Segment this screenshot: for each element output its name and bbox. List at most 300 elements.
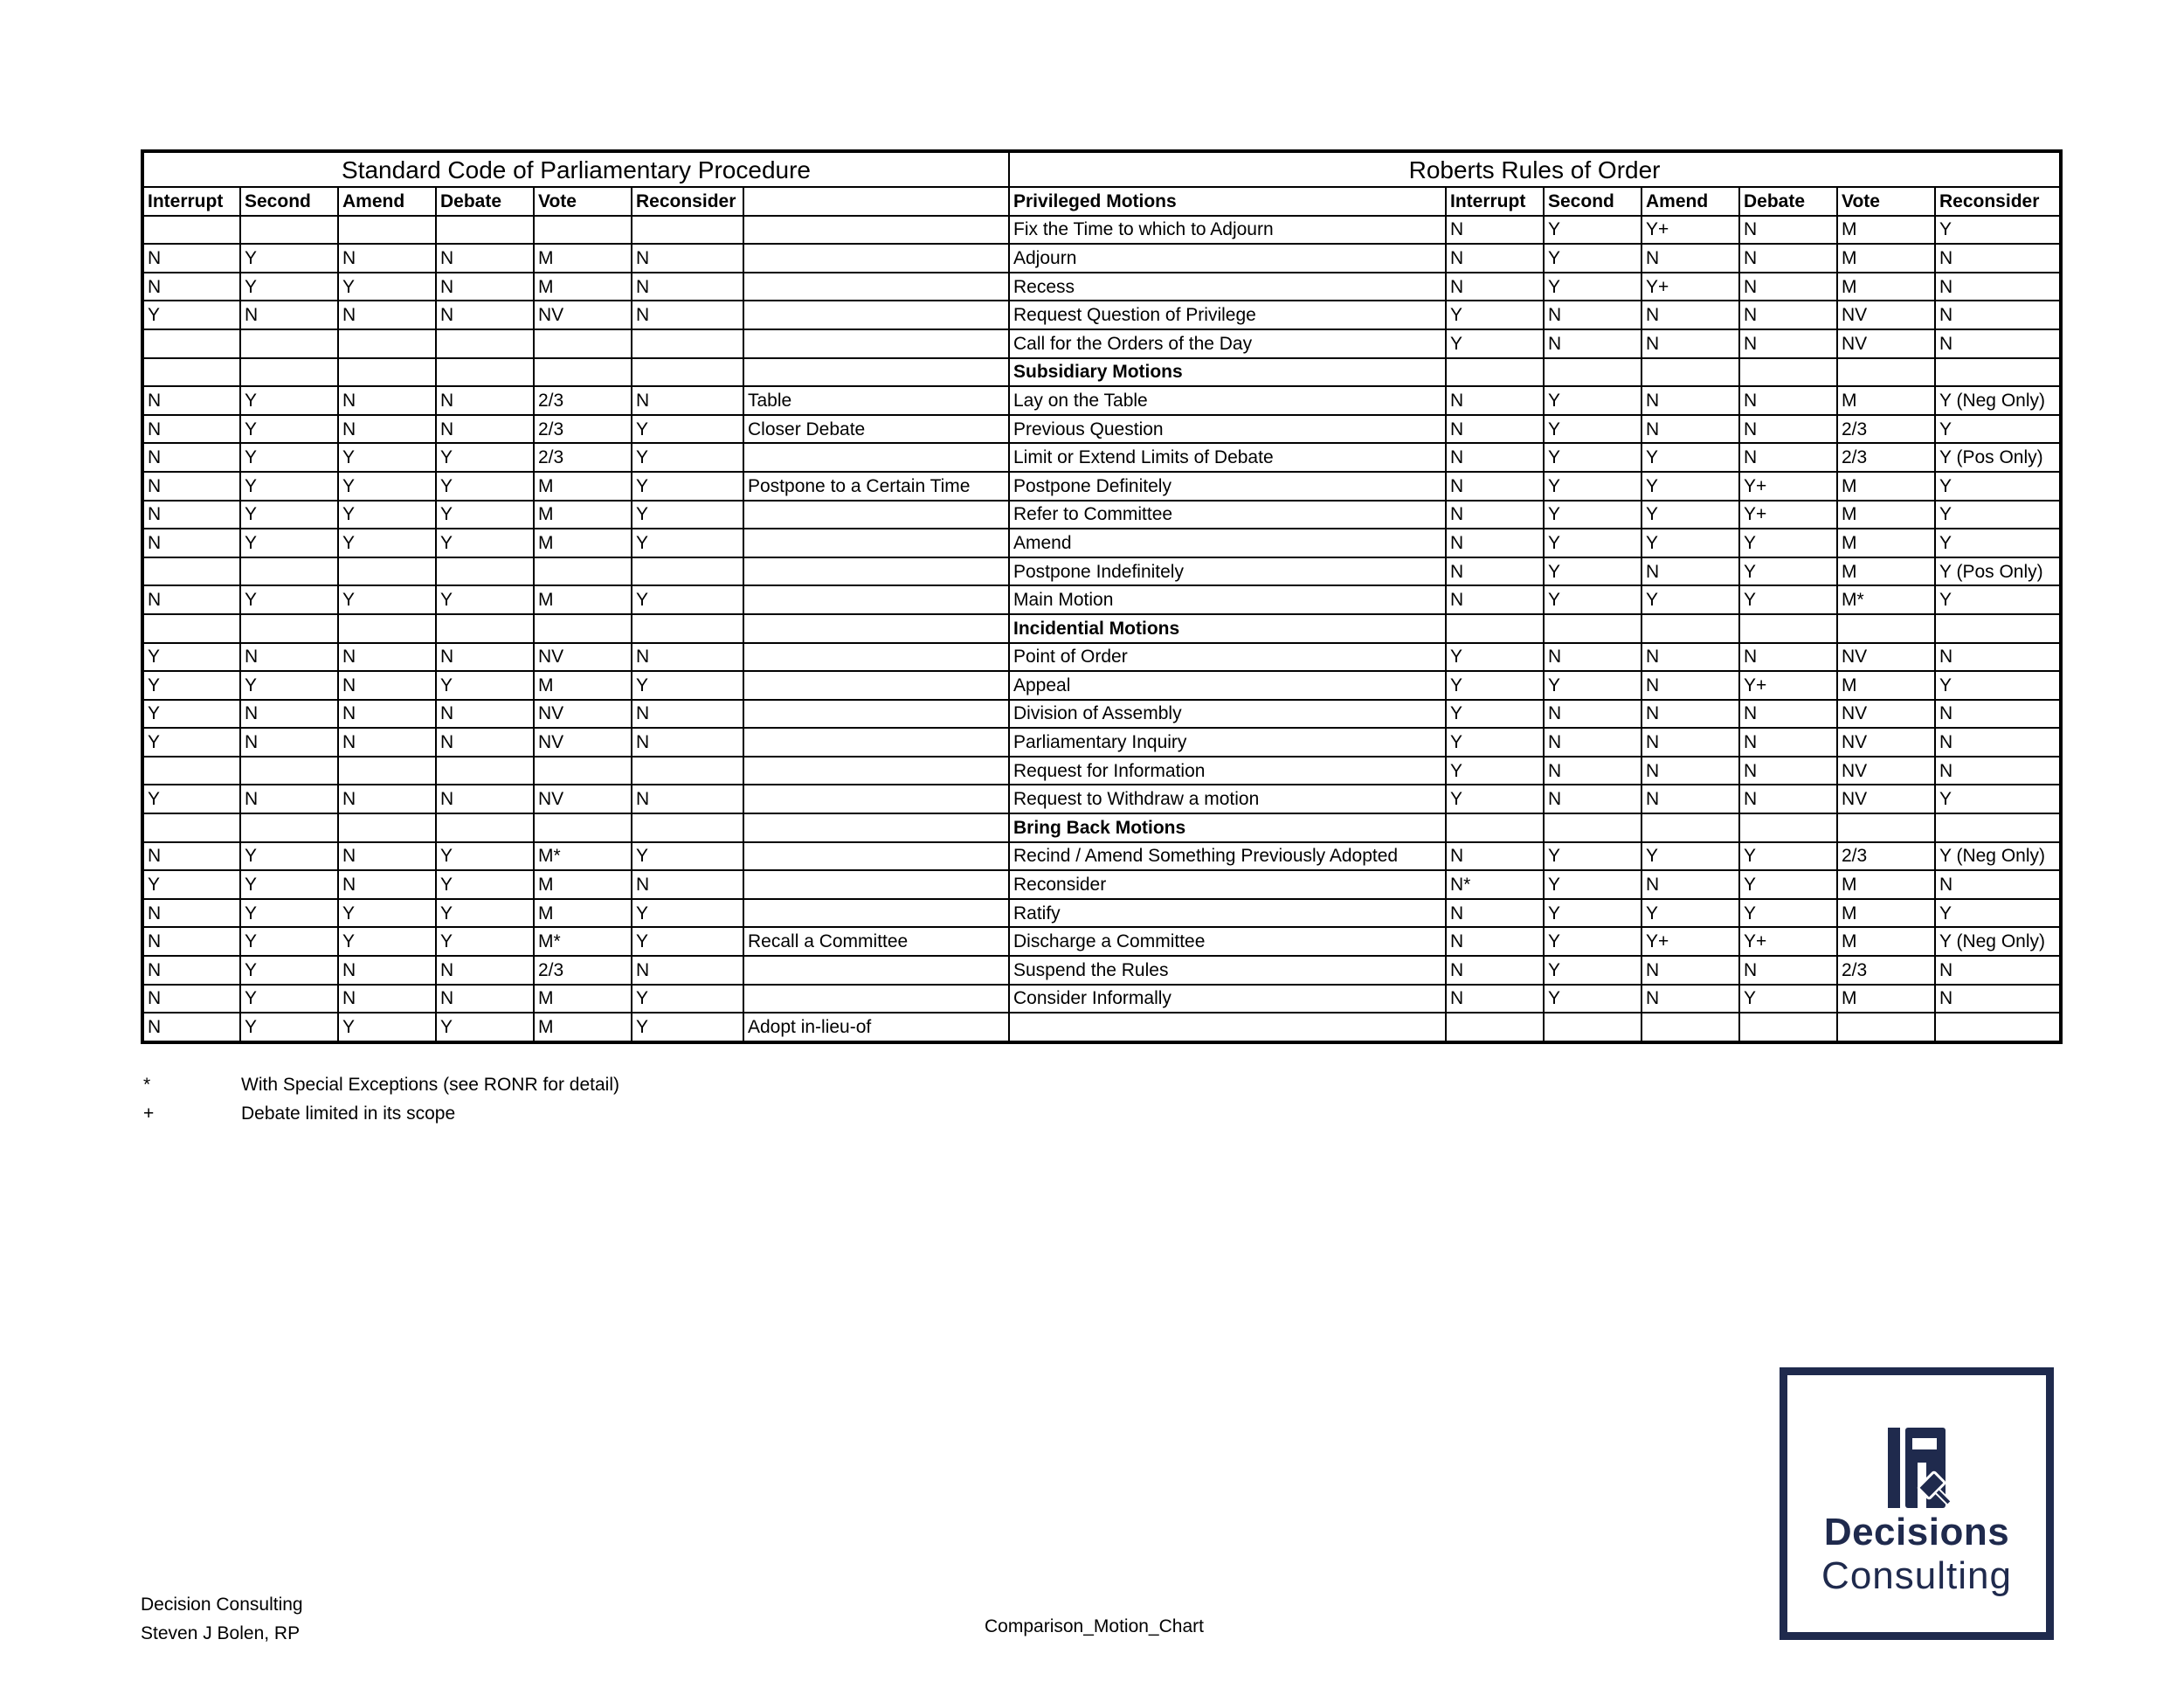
empty-cell (1935, 358, 2061, 387)
roberts-rules-cell: N (1446, 557, 1544, 586)
standard-code-equivalent (743, 585, 1009, 614)
standard-code-cell: N (632, 700, 743, 729)
empty-cell (1446, 358, 1544, 387)
standard-code-cell: Y (632, 671, 743, 700)
roberts-rules-cell: Y (1641, 472, 1739, 501)
roberts-rules-cell: N (1446, 585, 1544, 614)
roberts-rules-cell: Y (1544, 501, 1641, 529)
standard-code-cell: N (142, 1013, 240, 1042)
standard-code-cell (436, 557, 534, 586)
roberts-rules-cell: Y (1544, 386, 1641, 415)
roberts-rules-cell: 2/3 (1837, 443, 1935, 472)
standard-code-cell (534, 329, 632, 358)
standard-code-cell: Y (632, 899, 743, 928)
roberts-rules-cell: N (1446, 415, 1544, 444)
standard-code-cell: Y (436, 529, 534, 557)
roberts-rules-cell: N (1641, 386, 1739, 415)
standard-code-cell: N (142, 443, 240, 472)
standard-code-cell: Y (338, 501, 436, 529)
standard-code-cell: N (142, 529, 240, 557)
standard-code-cell: NV (534, 785, 632, 813)
standard-code-cell: M (534, 585, 632, 614)
roberts-rules-cell: N (1739, 956, 1837, 985)
motion-name: Suspend the Rules (1009, 956, 1446, 985)
standard-code-cell: N (338, 700, 436, 729)
standard-code-cell: NV (534, 643, 632, 672)
table-row (142, 329, 2061, 358)
standard-code-cell: Y (240, 842, 338, 871)
roberts-rules-cell: N (1641, 557, 1739, 586)
standard-code-cell: M (534, 870, 632, 899)
footnote (143, 1070, 619, 1099)
roberts-rules-cell: N (1544, 728, 1641, 757)
standard-code-cell: N (436, 386, 534, 415)
roberts-rules-cell: N (1935, 643, 2061, 672)
standard-code-cell (240, 757, 338, 785)
standard-code-cell: Y (632, 985, 743, 1013)
standard-code-cell: N (142, 501, 240, 529)
standard-code-cell: M (534, 472, 632, 501)
standard-code-cell (436, 329, 534, 358)
standard-code-cell: Y (338, 443, 436, 472)
standard-code-cell: M (534, 273, 632, 301)
standard-code-equivalent (743, 728, 1009, 757)
roberts-rules-cell: N (1446, 899, 1544, 928)
standard-code-cell: NV (534, 728, 632, 757)
left-header-second: Second (240, 187, 338, 216)
empty-cell (1446, 813, 1544, 842)
roberts-rules-cell: NV (1837, 301, 1935, 329)
standard-code-cell: Y (240, 415, 338, 444)
roberts-rules-cell: Y (1544, 415, 1641, 444)
standard-code-cell (436, 757, 534, 785)
roberts-rules-cell: Y (1446, 643, 1544, 672)
standard-code-cell: Y (436, 927, 534, 956)
roberts-rules-cell: Y (1739, 585, 1837, 614)
standard-code-cell: Y (240, 472, 338, 501)
table-row (142, 842, 2061, 871)
standard-code-equivalent (743, 899, 1009, 928)
book-gavel-icon (1888, 1428, 1951, 1508)
standard-code-cell: Y (436, 472, 534, 501)
standard-code-cell: M* (534, 842, 632, 871)
table-row (142, 643, 2061, 672)
standard-code-cell: Y (632, 842, 743, 871)
standard-code-equivalent (743, 870, 1009, 899)
table-row (142, 501, 2061, 529)
table-body (142, 216, 2061, 1042)
standard-code-cell: Y (142, 671, 240, 700)
standard-code-cell: Y (632, 443, 743, 472)
roberts-rules-cell: M (1837, 529, 1935, 557)
table-row (142, 870, 2061, 899)
standard-code-cell: M (534, 501, 632, 529)
table-row (142, 273, 2061, 301)
roberts-rules-cell: Y (Pos Only) (1935, 557, 2061, 586)
empty-cell (142, 614, 240, 643)
standard-code-cell: N (632, 728, 743, 757)
footnote-text: Debate limited in its scope (241, 1103, 456, 1124)
standard-code-equivalent (743, 842, 1009, 871)
roberts-rules-cell: N (1544, 301, 1641, 329)
motion-name: Parliamentary Inquiry (1009, 728, 1446, 757)
empty-cell (1641, 614, 1739, 643)
roberts-rules-cell: M (1837, 472, 1935, 501)
standard-code-cell: N (436, 956, 534, 985)
standard-code-cell: N (338, 244, 436, 273)
standard-code-cell: N (142, 985, 240, 1013)
roberts-rules-cell: N (1544, 757, 1641, 785)
roberts-rules-cell: N (1935, 301, 2061, 329)
standard-code-cell: Y (240, 273, 338, 301)
table-row (142, 956, 2061, 985)
roberts-rules-cell: 2/3 (1837, 842, 1935, 871)
roberts-rules-cell: Y+ (1739, 472, 1837, 501)
roberts-rules-cell: N (1446, 842, 1544, 871)
roberts-rules-cell: Y+ (1739, 671, 1837, 700)
motion-name: Call for the Orders of the Day (1009, 329, 1446, 358)
roberts-rules-cell: M (1837, 386, 1935, 415)
standard-code-cell: Y (240, 927, 338, 956)
roberts-rules-cell: Y (1446, 757, 1544, 785)
standard-code-cell: N (632, 870, 743, 899)
roberts-rules-cell (1446, 1013, 1544, 1042)
footnotes (143, 1070, 619, 1128)
roberts-rules-cell: N (1935, 273, 2061, 301)
roberts-rules-cell: M (1837, 216, 1935, 245)
standard-code-cell: N (632, 301, 743, 329)
section-row (142, 813, 2061, 842)
roberts-rules-cell: Y+ (1739, 501, 1837, 529)
empty-cell (743, 813, 1009, 842)
roberts-rules-cell: NV (1837, 700, 1935, 729)
motion-name: Request Question of Privilege (1009, 301, 1446, 329)
roberts-rules-cell: Y (1446, 785, 1544, 813)
roberts-rules-cell: 2/3 (1837, 956, 1935, 985)
roberts-rules-cell: Y (1641, 529, 1739, 557)
roberts-rules-cell: N (1739, 329, 1837, 358)
standard-code-cell: Y (142, 728, 240, 757)
standard-code-equivalent: Postpone to a Certain Time (743, 472, 1009, 501)
standard-code-cell: Y (240, 671, 338, 700)
roberts-rules-cell: N (1935, 329, 2061, 358)
standard-code-cell: Y (338, 529, 436, 557)
standard-code-cell: N (338, 785, 436, 813)
standard-code-title: Standard Code of Parliamentary Procedure (142, 151, 1009, 187)
empty-cell (1935, 813, 2061, 842)
roberts-rules-cell: M (1837, 501, 1935, 529)
roberts-rules-cell: Y+ (1641, 273, 1739, 301)
table-row (142, 443, 2061, 472)
roberts-rules-cell: N (1641, 985, 1739, 1013)
roberts-rules-cell: Y (1935, 529, 2061, 557)
motion-name: Ratify (1009, 899, 1446, 928)
roberts-rules-cell (1837, 1013, 1935, 1042)
standard-code-cell (338, 329, 436, 358)
standard-code-cell: N (240, 700, 338, 729)
roberts-rules-cell: Y (1935, 415, 2061, 444)
standard-code-cell: N (240, 301, 338, 329)
roberts-rules-cell: Y (1544, 985, 1641, 1013)
empty-cell (1837, 358, 1935, 387)
roberts-rules-cell: Y (1544, 244, 1641, 273)
left-header-equivalent (743, 187, 1009, 216)
roberts-rules-cell: Y (1544, 842, 1641, 871)
roberts-rules-cell: M (1837, 557, 1935, 586)
roberts-rules-cell: Y (1935, 899, 2061, 928)
roberts-rules-cell: Y (1544, 870, 1641, 899)
empty-cell (240, 358, 338, 387)
motion-name: Point of Order (1009, 643, 1446, 672)
standard-code-cell: N (632, 956, 743, 985)
empty-cell (743, 614, 1009, 643)
empty-cell (1544, 358, 1641, 387)
standard-code-equivalent: Closer Debate (743, 415, 1009, 444)
empty-cell (142, 813, 240, 842)
roberts-rules-cell: N (1544, 785, 1641, 813)
standard-code-cell: N (338, 728, 436, 757)
roberts-rules-cell: NV (1837, 785, 1935, 813)
motion-name: Consider Informally (1009, 985, 1446, 1013)
roberts-rules-cell: M (1837, 870, 1935, 899)
roberts-rules-cell: Y (1446, 671, 1544, 700)
roberts-rules-cell: N (1446, 985, 1544, 1013)
table-row (142, 985, 2061, 1013)
empty-cell (1544, 813, 1641, 842)
standard-code-cell (142, 757, 240, 785)
standard-code-equivalent: Adopt in-lieu-of (743, 1013, 1009, 1042)
standard-code-cell (142, 329, 240, 358)
roberts-rules-cell: M* (1837, 585, 1935, 614)
roberts-rules-cell: Y (Neg Only) (1935, 927, 2061, 956)
roberts-rules-cell: M (1837, 671, 1935, 700)
right-header-interrupt: Interrupt (1446, 187, 1544, 216)
standard-code-equivalent (743, 785, 1009, 813)
standard-code-equivalent (743, 529, 1009, 557)
standard-code-equivalent (743, 244, 1009, 273)
roberts-rules-cell: NV (1837, 757, 1935, 785)
standard-code-cell: Y (240, 985, 338, 1013)
roberts-rules-cell: N (1739, 301, 1837, 329)
table-row (142, 216, 2061, 245)
standard-code-cell: Y (338, 1013, 436, 1042)
left-header-amend: Amend (338, 187, 436, 216)
roberts-rules-cell: Y (1544, 956, 1641, 985)
roberts-rules-cell (1739, 1013, 1837, 1042)
standard-code-cell: 2/3 (534, 443, 632, 472)
standard-code-cell: Y (240, 386, 338, 415)
standard-code-cell: N (436, 273, 534, 301)
roberts-rules-cell: N (1641, 700, 1739, 729)
standard-code-cell: N (436, 643, 534, 672)
roberts-rules-cell: N (1641, 870, 1739, 899)
standard-code-cell: N (436, 785, 534, 813)
empty-cell (1837, 614, 1935, 643)
standard-code-equivalent: Recall a Committee (743, 927, 1009, 956)
standard-code-equivalent (743, 557, 1009, 586)
roberts-rules-cell: N (1641, 301, 1739, 329)
empty-cell (1739, 813, 1837, 842)
roberts-rules-cell: N (1935, 728, 2061, 757)
standard-code-cell: Y (436, 842, 534, 871)
roberts-rules-cell: NV (1837, 329, 1935, 358)
standard-code-cell: Y (436, 585, 534, 614)
empty-cell (338, 614, 436, 643)
roberts-rules-cell: M (1837, 899, 1935, 928)
roberts-rules-cell: Y (1544, 443, 1641, 472)
standard-code-cell: N (632, 244, 743, 273)
standard-code-cell: NV (534, 700, 632, 729)
empty-cell (142, 358, 240, 387)
decisions-consulting-logo (1780, 1367, 2054, 1640)
motion-name: Request to Withdraw a motion (1009, 785, 1446, 813)
roberts-rules-cell: N (1446, 956, 1544, 985)
table-row (142, 899, 2061, 928)
footer-author: Steven J Bolen, RP (141, 1623, 301, 1643)
roberts-rules-cell: Y (1641, 585, 1739, 614)
standard-code-cell: Y (436, 501, 534, 529)
roberts-rules-cell: Y (1739, 529, 1837, 557)
roberts-rules-cell: N (1446, 501, 1544, 529)
standard-code-cell: Y (436, 671, 534, 700)
roberts-rules-cell: Y (1544, 273, 1641, 301)
standard-code-cell: Y (632, 529, 743, 557)
table-row (142, 386, 2061, 415)
section-heading: Subsidiary Motions (1009, 358, 1446, 387)
roberts-rules-cell: N (1641, 329, 1739, 358)
roberts-rules-cell: N (1544, 700, 1641, 729)
roberts-rules-cell: N (1641, 956, 1739, 985)
roberts-rules-cell: Y (1641, 842, 1739, 871)
roberts-rules-cell: Y (1935, 216, 2061, 245)
standard-code-equivalent (743, 301, 1009, 329)
motion-name: Main Motion (1009, 585, 1446, 614)
standard-code-cell: Y (436, 443, 534, 472)
roberts-rules-title: Roberts Rules of Order (1009, 151, 2061, 187)
standard-code-cell: N (240, 728, 338, 757)
standard-code-cell: N (142, 842, 240, 871)
roberts-rules-cell: N (1641, 728, 1739, 757)
table-row (142, 785, 2061, 813)
roberts-rules-cell: Y (1544, 585, 1641, 614)
roberts-rules-cell: NV (1837, 643, 1935, 672)
roberts-rules-cell: N (1739, 216, 1837, 245)
standard-code-cell: N (142, 956, 240, 985)
roberts-rules-cell: N (1446, 386, 1544, 415)
standard-code-cell: N (338, 671, 436, 700)
section-heading: Bring Back Motions (1009, 813, 1446, 842)
motion-name: Recess (1009, 273, 1446, 301)
roberts-rules-cell: Y (1446, 700, 1544, 729)
standard-code-cell: Y (436, 899, 534, 928)
roberts-rules-cell: N (1739, 785, 1837, 813)
standard-code-cell: Y (338, 273, 436, 301)
standard-code-cell (534, 557, 632, 586)
motion-name: Refer to Committee (1009, 501, 1446, 529)
standard-code-cell: N (338, 985, 436, 1013)
roberts-rules-cell: Y (1446, 301, 1544, 329)
motion-name: Adjourn (1009, 244, 1446, 273)
left-header-reconsider: Reconsider (632, 187, 743, 216)
left-header-interrupt: Interrupt (142, 187, 240, 216)
roberts-rules-cell: Y (1935, 785, 2061, 813)
roberts-rules-cell: NV (1837, 728, 1935, 757)
standard-code-cell: M (534, 985, 632, 1013)
empty-cell (436, 614, 534, 643)
standard-code-cell: Y (338, 472, 436, 501)
motion-name: Lay on the Table (1009, 386, 1446, 415)
standard-code-cell: Y (240, 870, 338, 899)
roberts-rules-cell: Y (Neg Only) (1935, 842, 2061, 871)
standard-code-cell: Y (142, 700, 240, 729)
standard-code-cell (338, 216, 436, 245)
standard-code-equivalent (743, 501, 1009, 529)
roberts-rules-cell: Y (1739, 899, 1837, 928)
standard-code-cell: 2/3 (534, 415, 632, 444)
standard-code-cell (240, 216, 338, 245)
standard-code-cell: Y (240, 443, 338, 472)
roberts-rules-cell: N (1739, 443, 1837, 472)
standard-code-cell: N (338, 415, 436, 444)
roberts-rules-cell: N (1641, 757, 1739, 785)
standard-code-cell: M (534, 671, 632, 700)
roberts-rules-cell (1641, 1013, 1739, 1042)
standard-code-cell (142, 557, 240, 586)
motion-name: Previous Question (1009, 415, 1446, 444)
standard-code-cell: 2/3 (534, 956, 632, 985)
roberts-rules-cell: Y+ (1641, 927, 1739, 956)
table-row (142, 700, 2061, 729)
standard-code-cell (338, 757, 436, 785)
table-row (142, 557, 2061, 586)
table-row (142, 757, 2061, 785)
footnote (143, 1099, 619, 1128)
roberts-rules-cell: N (1641, 643, 1739, 672)
standard-code-equivalent (743, 643, 1009, 672)
standard-code-cell: N (338, 842, 436, 871)
motion-name: Request for Information (1009, 757, 1446, 785)
standard-code-cell (534, 757, 632, 785)
roberts-rules-cell: Y (1935, 585, 2061, 614)
roberts-rules-cell: Y (1641, 899, 1739, 928)
roberts-rules-cell: Y+ (1641, 216, 1739, 245)
table-row (142, 671, 2061, 700)
roberts-rules-cell: Y (1446, 329, 1544, 358)
roberts-rules-cell: N (1739, 273, 1837, 301)
roberts-rules-cell: M (1837, 985, 1935, 1013)
standard-code-cell: M (534, 1013, 632, 1042)
empty-cell (1446, 614, 1544, 643)
roberts-rules-cell: N (1935, 956, 2061, 985)
standard-code-cell: N (142, 899, 240, 928)
empty-cell (534, 614, 632, 643)
left-header-vote: Vote (534, 187, 632, 216)
standard-code-equivalent: Table (743, 386, 1009, 415)
empty-cell (632, 614, 743, 643)
empty-cell (1739, 358, 1837, 387)
standard-code-cell: M (534, 244, 632, 273)
footnote-symbol: * (143, 1075, 151, 1095)
roberts-rules-cell: Y (1935, 472, 2061, 501)
roberts-rules-cell: Y (1446, 728, 1544, 757)
standard-code-cell: N (436, 700, 534, 729)
motion-name: Postpone Indefinitely (1009, 557, 1446, 586)
roberts-rules-cell: Y (Neg Only) (1935, 386, 2061, 415)
roberts-rules-cell: N* (1446, 870, 1544, 899)
motion-name: Appeal (1009, 671, 1446, 700)
table-row (142, 728, 2061, 757)
roberts-rules-cell: Y (1544, 671, 1641, 700)
